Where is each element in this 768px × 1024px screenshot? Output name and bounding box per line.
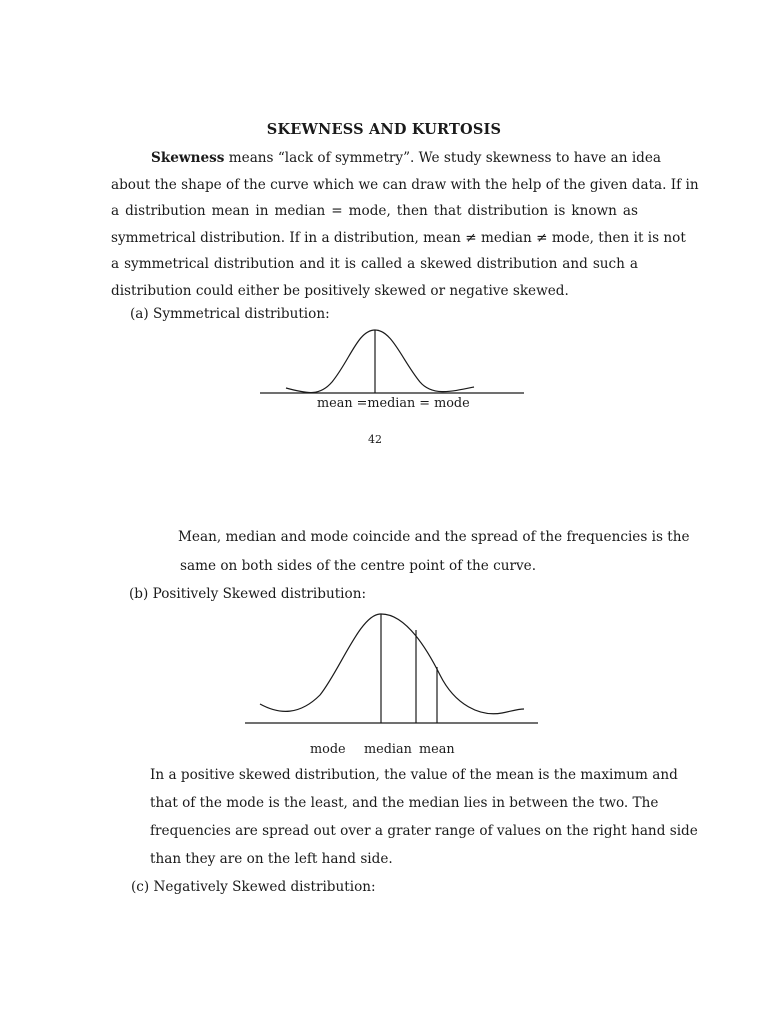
intro-line-5: a symmetrical distribution and it is called a skewed distribution and such a (111, 256, 638, 273)
page-title: SKEWNESS AND KURTOSIS (266, 121, 502, 138)
positive-note-line-1: In a positive skewed distribution, the value of the mean is the maximum and (150, 767, 678, 783)
symmetric-curve (286, 330, 474, 393)
symmetric-note-line-1: Mean, median and mode coincide and the spread of the frequencies is the (178, 529, 690, 545)
positive-skew-curve (260, 614, 524, 714)
section-a-heading: (a) Symmetrical distribution: (130, 306, 330, 322)
symmetric-curve-diagram (250, 320, 540, 402)
positive-note-line-4: than they are on the left hand side. (150, 851, 393, 867)
symmetric-note-line-2: same on both sides of the centre point of the curve. (180, 558, 537, 574)
positive-note-line-2: that of the mode is the least, and the median lies in between the two. The (150, 795, 659, 811)
skewness-term: Skewness (151, 150, 225, 166)
positive-skew-diagram (240, 605, 550, 730)
section-c-heading: (c) Negatively Skewed distribution: (131, 879, 376, 895)
symmetric-caption: mean =median = mode (317, 396, 470, 411)
intro-paragraph (111, 145, 699, 305)
intro-line-3: a distribution mean in median = mode, then that distribution is known as (111, 203, 638, 220)
mode-label: mode (310, 742, 346, 757)
intro-line-4: symmetrical distribution. If in a distribution, mean ≠ median ≠ mode, then it is not (111, 229, 686, 246)
mean-label: mean (419, 742, 455, 757)
intro-line-1: Skewness means “lack of symmetry”. We study skewness to have an idea (151, 150, 662, 166)
median-label: median (364, 742, 412, 757)
intro-line-6: distribution could either be positively skewed or negative skewed. (111, 282, 569, 299)
intro-line-2: about the shape of the curve which we can draw with the help of the given data. If in (111, 176, 699, 193)
positive-note-line-3: frequencies are spread out over a grater range of values on the right hand side (150, 823, 698, 839)
section-b-heading: (b) Positively Skewed distribution: (129, 586, 367, 602)
page-number: 42 (368, 433, 382, 446)
